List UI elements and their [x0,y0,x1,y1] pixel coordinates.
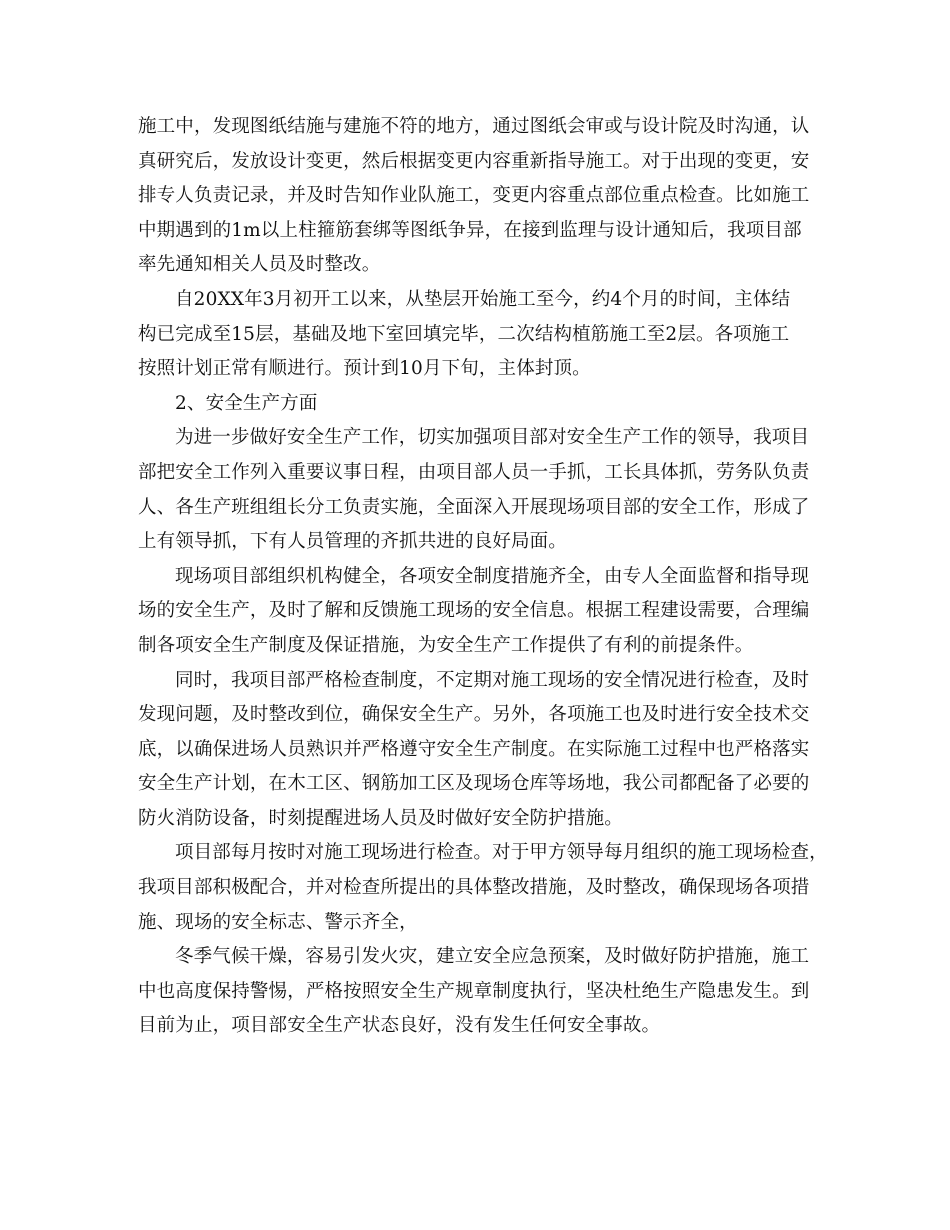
paragraph [138,560,818,664]
text-line: 真研究后，发放设计变更，然后根据变更内容重新指导施工。对于出现的变更，安 [138,150,810,172]
text-line: 按照计划正常有顺进行。预计到10月下旬，主体封顶。 [138,358,591,380]
text-line: 构已完成至15层，基础及地下室回填完毕，二次结构植筋施工至2层。各项施工 [138,323,790,345]
text-line: 我项目部积极配合，并对检查所提出的具体整改措施，及时整改，确保现场各项措 [138,877,810,899]
text-line: 目前为止，项目部安全生产状态良好，没有发生任何安全事故。 [138,1015,661,1037]
text-line: 制各项安全生产制度及保证措施，为安全生产工作提供了有利的前提条件。 [138,634,754,656]
text-line: 现场项目部组织机构健全，各项安全制度措施齐全，由专人全面监督和指导现 [175,565,810,587]
document-body [138,110,828,1044]
text-line: 发现问题，及时整改到位，确保安全生产。另外，各项施工也及时进行安全技术交 [138,704,810,726]
text-line: 同时，我项目部严格检查制度，不定期对施工现场的安全情况进行检查，及时 [175,669,810,691]
text-line: 率先通知相关人员及时整改。 [138,254,381,276]
text-line: 人、各生产班组组长分工负责实施，全面深入开展现场项目部的安全工作，形成了 [138,496,810,518]
text-line: 排专人负责记录，并及时告知作业队施工，变更内容重点部位重点检查。比如施工 [138,185,810,207]
paragraph [138,421,818,559]
text-line: 施、现场的安全标志、警示齐全， [138,911,418,933]
paragraph [138,836,828,940]
text-line: 防火消防设备，时刻提醒进场人员及时做好安全防护措施。 [138,807,623,829]
paragraph [138,940,818,1044]
text-line: 施工中，发现图纸结施与建施不符的地方，通过图纸会审或与设计院及时沟通，认 [138,116,810,137]
text-line: 中期遇到的1m以上柱箍筋套绑等图纸争异，在接到监理与设计通知后，我项目部 [138,219,802,241]
text-line: 中也高度保持警惕，严格按照安全生产规章制度执行，坚决杜绝生产隐患发生。到 [138,980,810,1002]
text-line: 安全生产计划，在木工区、钢筋加工区及现场仓库等场地，我公司都配备了必要的 [138,773,810,795]
text-line: 项目部每月按时对施工现场进行检查。对于甲方领导每月组织的施工现场检查， [175,842,828,864]
text-line: 为进一步做好安全生产工作，切实加强项目部对安全生产工作的领导，我项目 [175,427,810,449]
heading-text: 2、安全生产方面 [175,392,318,414]
text-line: 冬季气候干燥，容易引发火灾，建立安全应急预案，及时做好防护措施，施工 [175,946,810,968]
paragraph [138,664,818,837]
text-line: 部把安全工作列入重要议事日程，由项目部人员一手抓，工长具体抓，劳务队负责 [138,461,810,483]
paragraph [138,110,818,283]
text-line: 自20XX年3月初开工以来，从垫层开始施工至今，约4个月的时间，主体结 [175,288,791,310]
text-line: 场的安全生产，及时了解和反馈施工现场的安全信息。根据工程建设需要，合理编 [138,600,810,622]
text-line: 底，以确保进场人员熟识并严格遵守安全生产制度。在实际施工过程中也严格落实 [138,738,810,760]
section-heading [138,387,818,422]
text-line: 上有领导抓，下有人员管理的齐抓共进的良好局面。 [138,531,567,553]
paragraph [138,283,818,387]
